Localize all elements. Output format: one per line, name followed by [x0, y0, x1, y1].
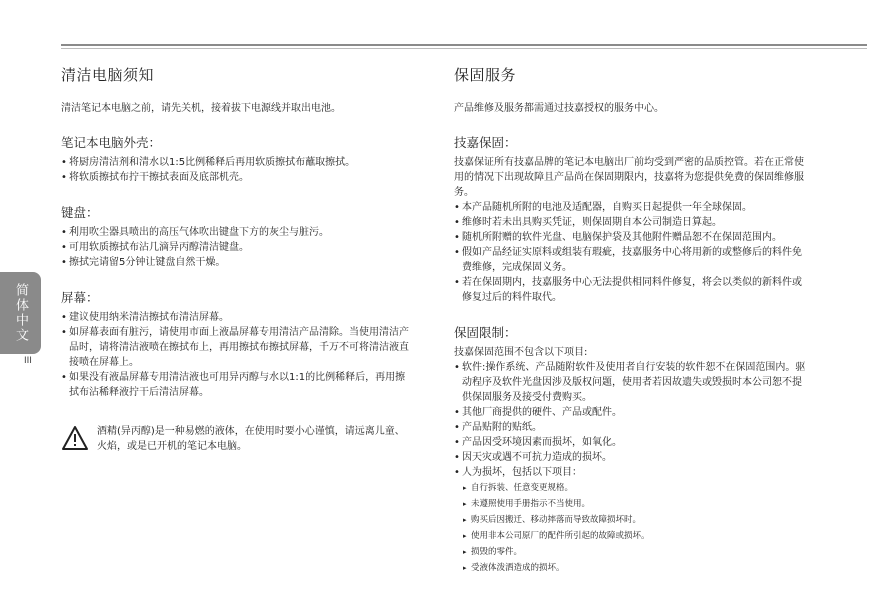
sub-list-item: ▸ 损毁的零件。: [463, 544, 810, 560]
section-screen: [61, 288, 413, 400]
list-item: • 将软质擦拭布拧干擦拭表面及底部机壳。: [61, 170, 413, 185]
list-item: • 人为损坏，包括以下项目：: [454, 465, 810, 480]
list-item: • 因天灾或遇不可抗力造成的损坏。: [454, 450, 810, 465]
sub-list-item: ▸ 受液体泼洒造成的损坏。: [463, 560, 810, 576]
list-item: • 将厨房清洁剂和清水以1:5比例稀释后再用软质擦拭布蘸取擦拭。: [61, 155, 413, 170]
list-item: • 产品贴附的贴纸。: [454, 420, 810, 435]
list-item: • 如屏幕表面有脏污，请使用市面上液晶屏幕专用清洁产品清除。当使用清洁产品时，请将清洁液喷在擦拭布上，再用擦拭布擦拭屏幕，千万不可将清洁液直接喷在屏幕上。: [61, 325, 413, 370]
section-guarantee: [454, 133, 810, 305]
warning-triangle-icon: [61, 425, 89, 451]
warranty-intro: 产品维修及服务都需通过技嘉授权的服务中心。: [454, 103, 664, 114]
sub-list-item: ▸ 未遵照使用手册指示不当使用。: [463, 496, 810, 512]
sub-list-item: ▸ 使用非本公司原厂的配件所引起的故障或损坏。: [463, 528, 810, 544]
list-item: • 维修时若未出具购买凭证，则保固期自本公司制造日算起。: [454, 215, 810, 230]
left-column: [61, 64, 413, 454]
top-rule-thin: [61, 48, 867, 49]
section-case: [61, 133, 413, 185]
section-heading: 技嘉保固：: [454, 135, 517, 150]
list-item: • 擦拭完请留5分钟让键盘自然干燥。: [61, 255, 413, 270]
cleaning-title: 清洁电脑须知: [61, 66, 155, 84]
section-heading: 屏幕：: [61, 290, 99, 305]
cleaning-intro: 清洁笔记本电脑之前，请先关机，接着拔下电源线并取出电池。: [61, 103, 341, 114]
list-item: • 本产品随机所附的电池及适配器，自购买日起提供一年全球保固。: [454, 200, 810, 215]
sub-list-item: ▸ 购买后因搬迁、移动摔落而导致故障损坏时。: [463, 512, 810, 528]
list-item: • 可用软质擦拭布沾几滴异丙醇清洁键盘。: [61, 240, 413, 255]
section-heading: 键盘：: [61, 205, 99, 220]
list-item: • 产品因受环境因素而损坏，如氧化。: [454, 435, 810, 450]
section-keyboard: [61, 203, 413, 270]
list-item: • 如果没有液晶屏幕专用清洁液也可用异丙醇与水以1:1的比例稀释后，再用擦拭布沾稀释液拧干后清洁屏幕。: [61, 370, 413, 400]
section-heading: 笔记本电脑外壳：: [61, 135, 162, 150]
warning-note: [61, 424, 413, 454]
warranty-title: 保固服务: [454, 66, 517, 84]
list-item: • 软件:操作系统、产品随附软件及使用者自行安装的软件恕不在保固范围内。驱动程序及软件光盘因涉及版权问题，使用者若因故遗失或毁损时本公司恕不提供保固服务及接受付费购买。: [454, 360, 810, 405]
list-item: • 其他厂商提供的硬件、产品或配件。: [454, 405, 810, 420]
top-rule: [61, 44, 867, 46]
sub-list-item: ▸ 自行拆装、任意变更规格。: [463, 480, 810, 496]
list-item: • 建议使用纳米清洁擦拭布清洁屏幕。: [61, 310, 413, 325]
list-item: • 若在保固期内，技嘉服务中心无法提供相同料件修复，将会以类似的新料件或修复过后的料件取代。: [454, 275, 810, 305]
list-item: • 随机所附赠的软件光盘、电脑保护袋及其他附件赠品恕不在保固范围内。: [454, 230, 810, 245]
language-tab-label: 简体中文: [13, 283, 28, 343]
language-tab: [0, 272, 41, 354]
section-heading: 保固限制：: [454, 325, 517, 340]
limits-text: 技嘉保固范围不包含以下项目:: [454, 347, 588, 358]
warning-text: 酒精(异丙醇)是一种易燃的液体，在使用时要小心谨慎，请远离儿童、火焰，或是已开机的笔记本电脑。: [97, 426, 405, 452]
guarantee-text: 技嘉保证所有技嘉品牌的笔记本电脑出厂前均受到严密的品质控管。若在正常使用的情况下出现故障且产品尚在保固期限内，技嘉将为您提供免费的保固维修服务。: [454, 157, 804, 198]
page-number: III: [24, 356, 32, 366]
list-item: • 假如产品经证实原料或组装有瑕疵，技嘉服务中心将用新的或整修后的料件免费维修，完成保固义务。: [454, 245, 810, 275]
right-column: [454, 64, 810, 588]
section-limits: [454, 323, 810, 576]
list-item: • 利用吹尘器具喷出的高压气体吹出键盘下方的灰尘与脏污。: [61, 225, 413, 240]
